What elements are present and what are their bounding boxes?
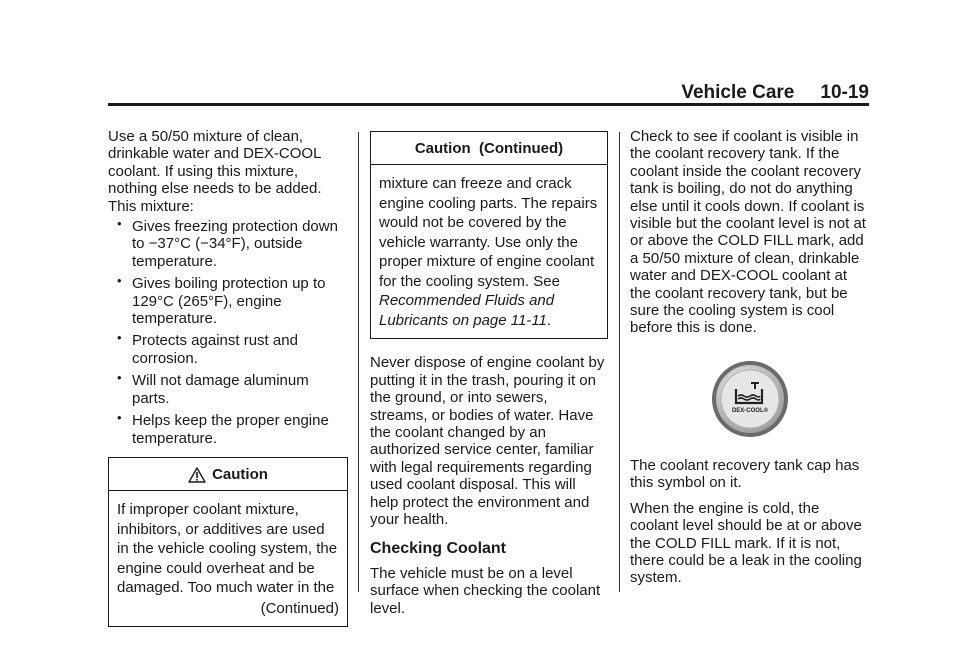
list-item: • Helps keep the proper engine temperature. (117, 410, 329, 447)
bullet-icon: • (117, 410, 122, 426)
column-divider (358, 132, 359, 592)
caution-title-bar (109, 458, 347, 491)
section-title: Vehicle Care (681, 82, 795, 103)
list-item: • Gives boiling protection up to 129°C (265°F), engine temperature. (117, 273, 326, 328)
column-divider (619, 132, 620, 592)
symbol-label: DEX-COOL® (731, 407, 769, 414)
list-item: • Will not damage aluminum parts. (117, 370, 309, 407)
column-3 (630, 128, 870, 587)
bullet-icon: • (117, 330, 122, 346)
caution-body: mixture can freeze and crack engine cooling parts. The repairs would not be covered by the vehicle warranty. Use only the proper mixture of engine coolant for the cooling system. See Recommended Fluids and Lubricants on page 11-11. (379, 175, 598, 329)
intro-paragraph: Use a 50/50 mixture of clean, drinkable water and DEX-COOL coolant. If using this mixture, nothing else needs to be added. This mixture: (108, 128, 322, 215)
page-number: 10-19 (820, 82, 869, 103)
section-heading: Checking Coolant (370, 540, 507, 558)
list-item: • Protects against rust and corrosion. (117, 330, 298, 367)
caution-body: If improper coolant mixture, inhibitors, or additives are used in the vehicle cooling system, the engine could overheat and be damaged. Too much water in the (Continued) (117, 501, 339, 617)
column-1 (108, 128, 348, 627)
cold-level-paragraph: When the engine is cold, the coolant level should be at or above the COLD FILL mark. If it is not, there could be a leak in the cooling system. (630, 499, 862, 587)
cross-reference-link[interactable]: Recommended Fluids and Lubricants on page 11-11 (379, 292, 555, 329)
check-coolant-paragraph: Check to see if coolant is visible in the coolant recovery tank. If the coolant inside the coolant recovery tank is boiling, do not do anything else until it cools down. If coolant is visible but the coolant level is not at or above the COLD FILL mark, add a 50/50 mixture of clean, drinkable water and DEX-COOL coolant at the coolant recovery tank, but be sure the cooling system is cool before this is done. (630, 128, 866, 337)
symbol-figure (630, 359, 870, 439)
caution-title: Caution (Continued) (414, 140, 564, 157)
disposal-paragraph: Never dispose of engine coolant by putting it in the trash, pouring it on the ground, or into sewers, streams, or bodies of water. Have the coolant changed by an authorized service center, familiar with legal requirements regarding used coolant disposal. This will help protect the environment and your health. (370, 354, 605, 529)
mixture-benefits-list (108, 218, 348, 447)
coolant-cap-symbol-icon (710, 359, 790, 439)
bullet-icon: • (117, 216, 122, 232)
caution-title-bar (371, 132, 607, 165)
warning-triangle-icon (188, 467, 206, 483)
level-paragraph: The vehicle must be on a level surface when checking the coolant level. (370, 564, 601, 617)
list-item: • Gives freezing protection down to −37°C (−34°F), outside temperature. (117, 216, 338, 270)
caution-title: Caution (212, 465, 268, 483)
column-2 (370, 131, 608, 617)
continued-label: (Continued) (260, 599, 339, 617)
bullet-icon: • (117, 370, 122, 386)
bullet-icon: • (117, 273, 122, 289)
page-header (108, 82, 869, 104)
caution-continued-box (370, 131, 608, 339)
header-rule (108, 103, 869, 106)
caution-box (108, 457, 348, 627)
symbol-caption: The coolant recovery tank cap has this symbol on it. (630, 456, 860, 492)
